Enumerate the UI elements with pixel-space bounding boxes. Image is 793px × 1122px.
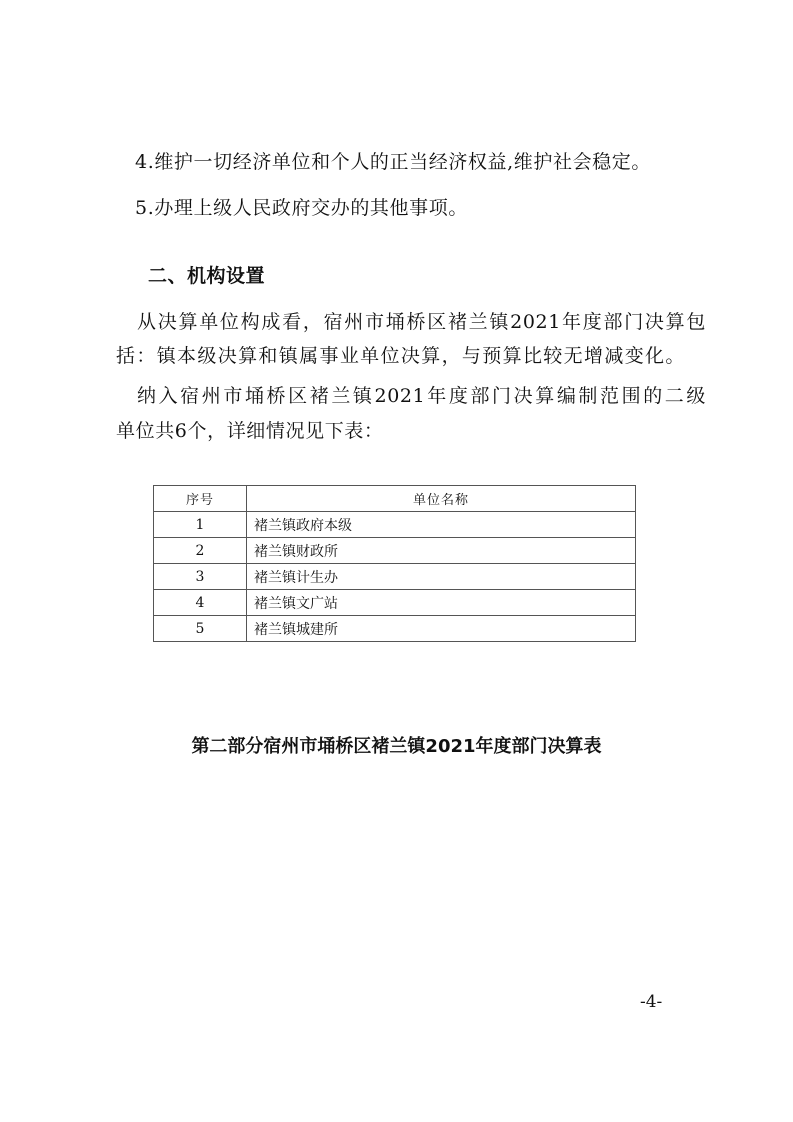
- table-row: [154, 590, 636, 616]
- unit-name: 褚兰镇财政所: [247, 538, 636, 564]
- paragraph-2-line-2: 单位共6个，详细情况见下表：: [116, 420, 384, 442]
- paragraph-2-line-1: 纳入宿州市埇桥区褚兰镇2021年度部门决算编制范围的二级: [137, 385, 706, 407]
- table-row: [154, 538, 636, 564]
- duty-item-4: 4.维护一切经济单位和个人的正当经济权益,维护社会稳定。: [135, 151, 651, 173]
- table-row: [154, 564, 636, 590]
- row-number: 4: [154, 590, 247, 616]
- row-number: 5: [154, 616, 247, 642]
- column-header-no: 序号: [154, 486, 247, 512]
- paragraph-1-line-1: 从决算单位构成看，宿州市埇桥区褚兰镇2021年度部门决算包: [137, 311, 706, 333]
- unit-name: 褚兰镇计生办: [247, 564, 636, 590]
- unit-name: 褚兰镇城建所: [247, 616, 636, 642]
- duty-item-5: 5.办理上级人民政府交办的其他事项。: [135, 197, 468, 219]
- part-title: 第二部分宿州市埇桥区褚兰镇2021年度部门决算表: [191, 736, 602, 757]
- table-row: [154, 616, 636, 642]
- unit-name: 褚兰镇文广站: [247, 590, 636, 616]
- row-number: 1: [154, 512, 247, 538]
- row-number: 3: [154, 564, 247, 590]
- units-table: [153, 485, 636, 642]
- row-number: 2: [154, 538, 247, 564]
- table-row: [154, 512, 636, 538]
- unit-name: 褚兰镇政府本级: [247, 512, 636, 538]
- column-header-name: 单位名称: [247, 486, 636, 512]
- table-header-row: [154, 486, 636, 512]
- paragraph-1-line-2: 括：镇本级决算和镇属事业单位决算，与预算比较无增减变化。: [116, 345, 685, 367]
- page-number: -4-: [640, 992, 663, 1012]
- section-heading: 二、机构设置: [148, 265, 266, 287]
